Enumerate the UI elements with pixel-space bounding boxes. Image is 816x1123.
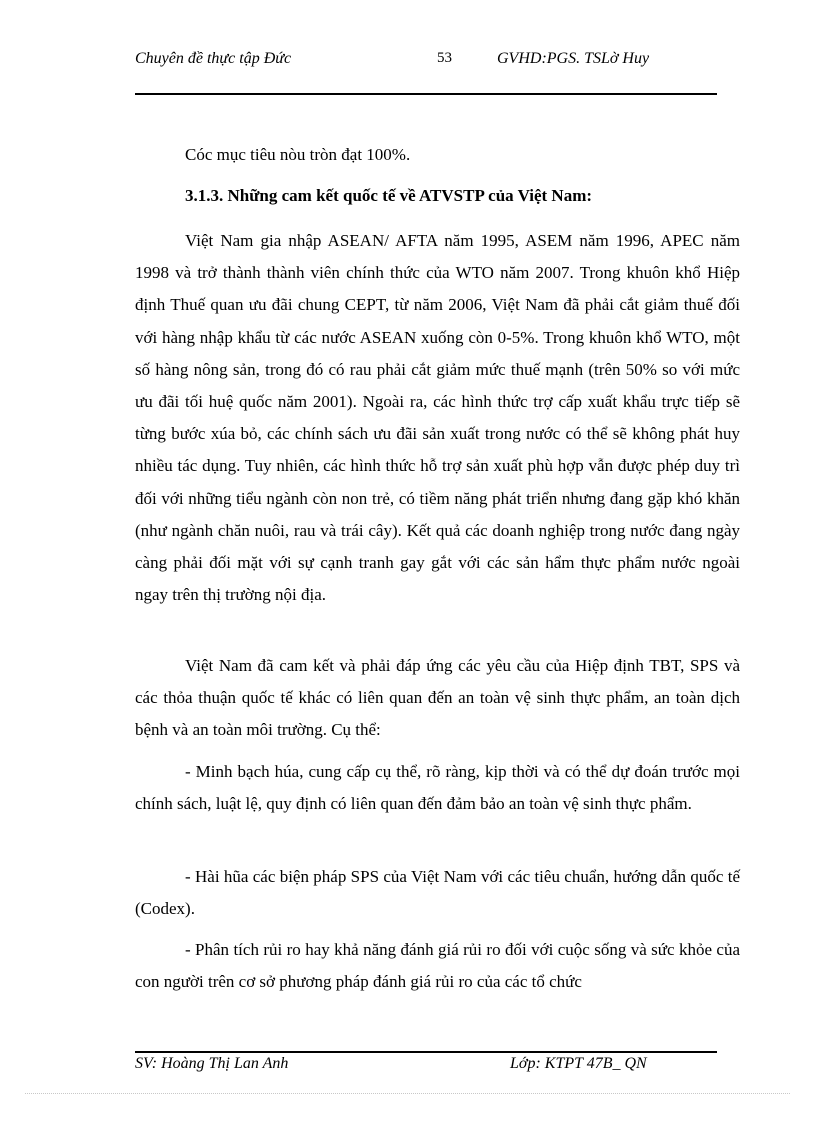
section-heading: 3.1.3. Những cam kết quốc tế về ATVSTP của Việt Nam: — [185, 186, 593, 205]
footer-left: SV: Hoàng Thị Lan Anh — [135, 1055, 289, 1072]
footer-rule — [135, 1051, 717, 1053]
page-edge-dotted-line — [25, 1093, 790, 1094]
paragraph-5: - Phân tích rủi ro hay khả năng đánh giá rủi ro đối với cuộc sống và sức khỏe của con người trên cơ sở phương pháp đánh giá rủi ro của các tổ chức — [135, 940, 740, 992]
paragraph-1: Việt Nam gia nhập ASEAN/ AFTA năm 1995, ASEM năm 1996, APEC năm 1998 và trở thành thành viên chính thức của WTO năm 2007. Trong khuôn khổ Hiệp định Thuế quan ưu đãi chung CEPT, từ năm 2006, Việt Nam đã phải cắt giảm thuế đối với hàng nhập khẩu từ các nước ASEAN xuống còn 0-5%. Trong khuôn khổ WTO, một số hàng nông sản, trong đó có rau phải cắt giảm mức thuế mạnh (trên 50% so với mức ưu đãi tối huệ quốc năm 2001). Ngoài ra, các hình thức trợ cấp xuất khẩu trực tiếp sẽ từng bước xúa bỏ, các chính sách ưu đãi sản xuất trong nước có thể sẽ không phát huy nhiều tác dụng. Tuy nhiên, các hình thức hỗ trợ sản xuất phù hợp vẫn được phép duy trì đối với những tiểu ngành còn non trẻ, có tiềm năng phát triển nhưng đang gặp khó khăn (như ngành chăn nuôi, rau và trái cây). Kết quả các doanh nghiệp trong nước đang ngày càng phải đối mặt với sự cạnh tranh gay gắt với các sản hẩm thực phẩm nước ngoài ngay trên thị trường nội địa. — [135, 231, 740, 605]
paragraph-0: Cóc mục tiêu nòu tròn đạt 100%. — [185, 145, 411, 164]
page-number: 53 — [437, 50, 452, 66]
header-left: Chuyên đề thực tập Đức — [135, 50, 292, 67]
paragraph-2: Việt Nam đã cam kết và phải đáp ứng các yêu cầu của Hiệp định TBT, SPS và các thỏa thuận quốc tế khác có liên quan đến an toàn vệ sinh thực phẩm, an toàn dịch bệnh và an toàn môi trường. Cụ thể: — [135, 656, 740, 740]
paragraph-3: - Minh bạch húa, cung cấp cụ thể, rõ ràng, kịp thời và có thể dự đoán trước mọi chính sách, luật lệ, quy định có liên quan đến đảm bảo an toàn vệ sinh thực phẩm. — [135, 762, 740, 814]
header-right: GVHD:PGS. TSLờ Huy — [497, 50, 650, 67]
header-rule — [135, 93, 717, 95]
paragraph-4: - Hài hũa các biện pháp SPS của Việt Nam với các tiêu chuẩn, hướng dẫn quốc tế (Codex). — [135, 867, 740, 919]
footer-right: Lớp: KTPT 47B_ QN — [510, 1055, 647, 1072]
